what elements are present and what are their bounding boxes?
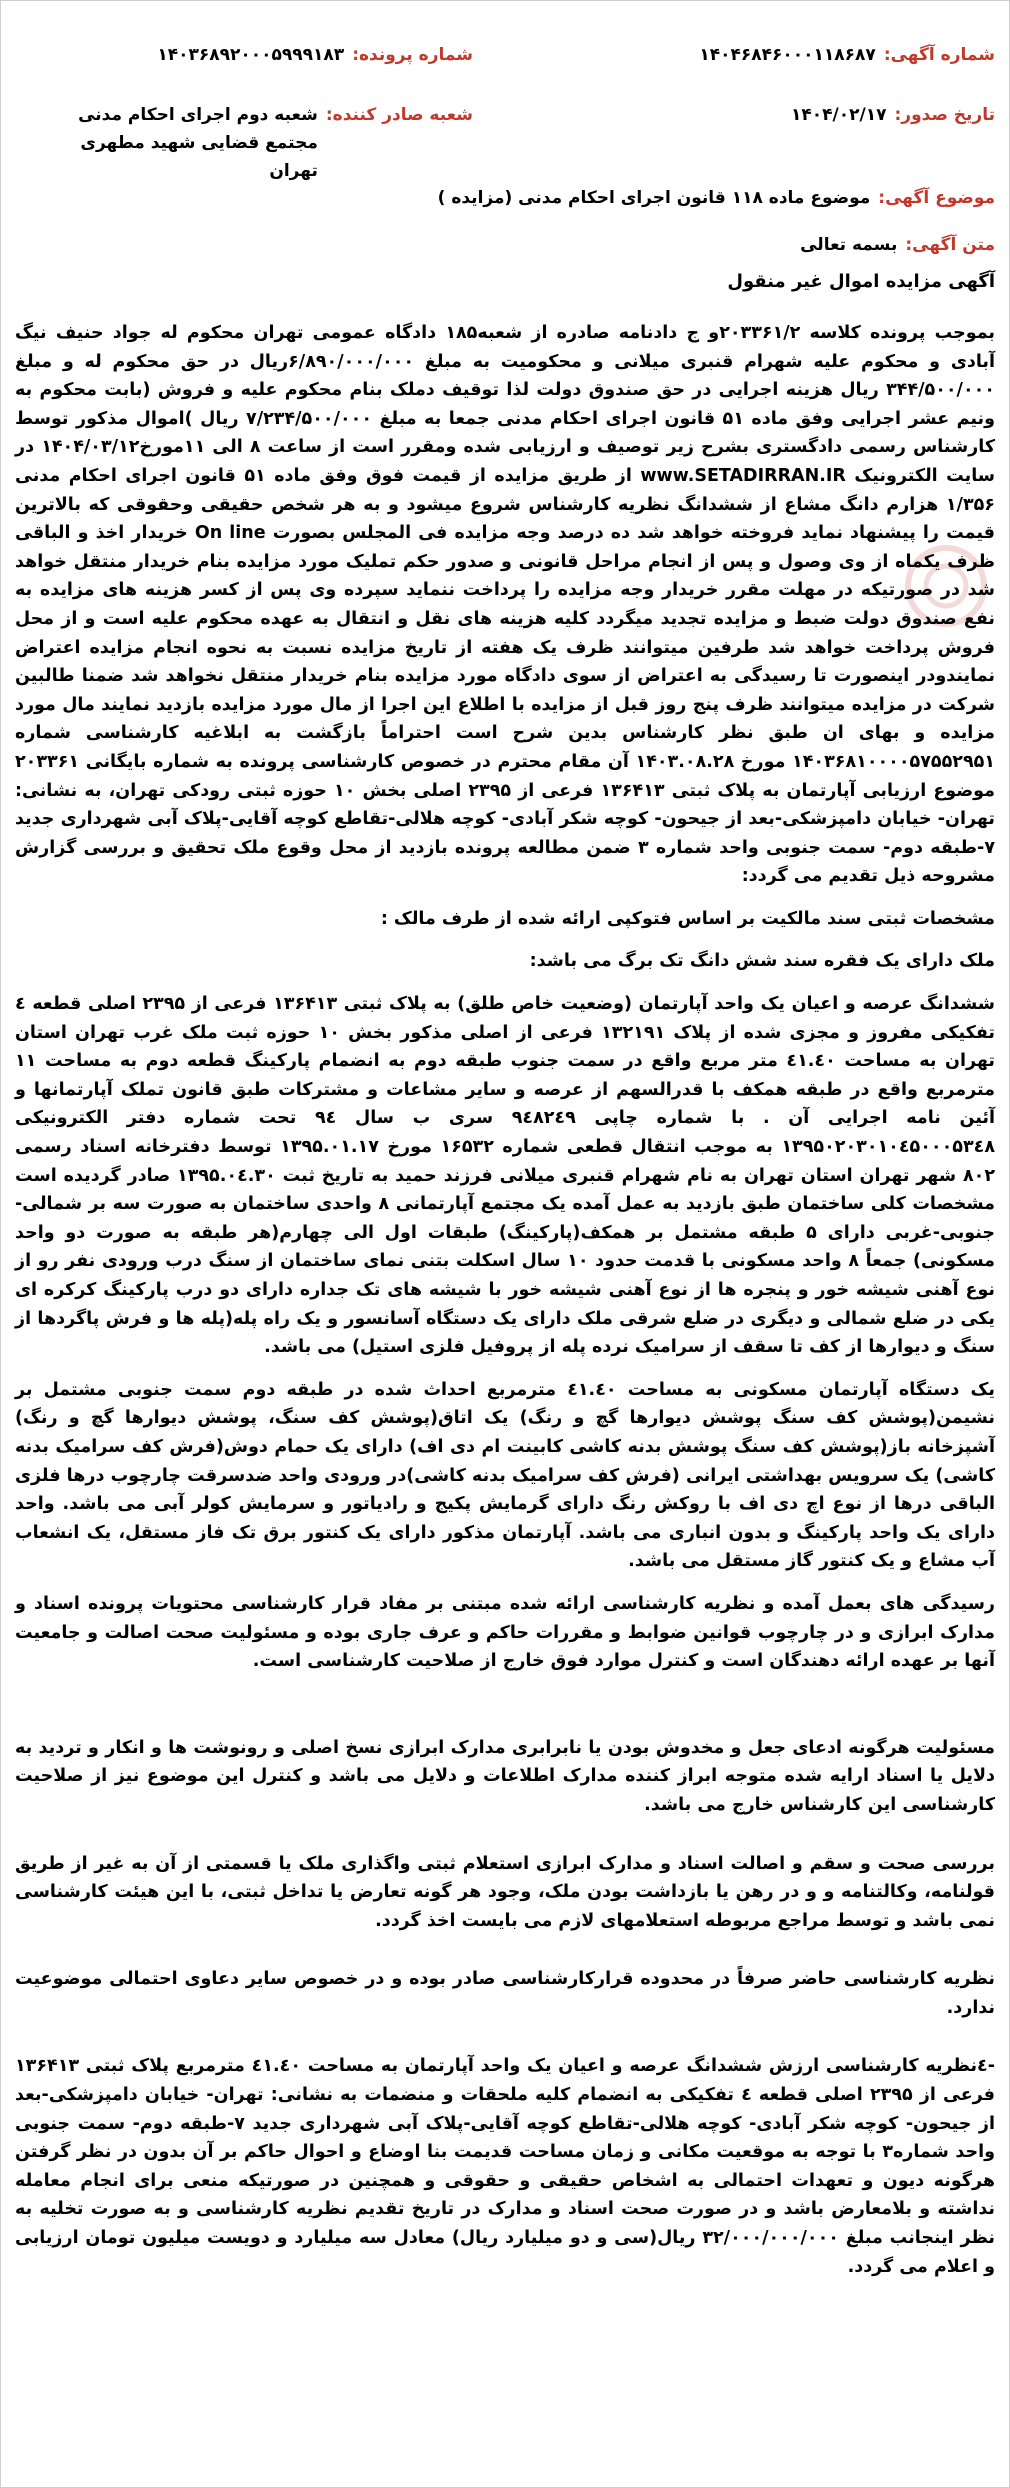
ad-number-row	[699, 41, 995, 69]
subject-row	[438, 184, 995, 212]
paragraph-deed-specs: مشخصات ثبتی سند مالکیت بر اساس فتوکپی ارائه شده از طرف مالک :	[380, 908, 995, 929]
issue-date-value: ۱۴۰۴/۰۲/۱۷	[791, 105, 887, 125]
branch-value: شعبه دوم اجرای احکام مدنی مجتمع قضایی شهید مطهری تهران	[78, 105, 318, 181]
paragraph-review-basis: رسیدگی های بعمل آمده و نظریه کارشناسی ارائه شده مبتنی بر مفاد قرار کارشناسی محتویات پرونده اسناد و مدارک ابرازی و در چارچوب قوانین ضوابط و مقررات حاکم و عرف جاری بوده و مسئولیت صحت اصالت و جامعیت آنها بر عهده ارائه دهندگان است و کنترل موارد فوق خارج از صلاحیت کارشناسی است.	[15, 1593, 995, 1672]
auction-heading: آگهی مزایده اموال غیر منقول	[727, 271, 995, 292]
issue-date-row	[791, 101, 995, 129]
file-number-label: شماره پرونده:	[352, 45, 473, 65]
paragraph-property-details: ششدانگ عرصه و اعیان یک واحد آپارتمان (وضعیت خاص طلق) به پلاک ثبتی ۱۳۶۴۱۳ فرعی از ۲۳۹۵ اصلی قطعه ٤ تفکیکی مفروز و مجزی شده از پلاک ۱۳۲۱۹۱ فرعی از اصلی مذکور بخش ۱۰ حوزه ثبت ملک غرب تهران استان تهران به مساحت ٤۱.٤۰ متر مربع واقع در سمت جنوب طبقه دوم به انضمام پارکینگ قطعه دوم به مساحت ۱۱ مترمربع واقع در طبقه همکف با قدرالسهم از عرصه و سایر مشاعات و مشترکات طبق قانون تملک آپارتمانها و آئین نامه اجرایی آن . با شماره چاپی ۹٤۸۲٤۹ سری ب سال ۹٤ تحت شماره دفتر الکترونیکی ۱۳۹۵۰۲۰۳۰۱۰٤۵۰۰۰۵۳٤۸ به موجب انتقال قطعی شماره ۱۶۵۳۲ مورخ ۱۳۹۵.۰۱.۱۷ توسط دفترخانه اسناد رسمی ۸۰۲ شهر تهران استان تهران به نام شهرام قنبری میلانی فرزند حمید به تاریخ ثبت ۱۳۹۵.۰٤.۳۰ صادر گردیده است مشخصات کلی ساختمان طبق بازدید به عمل آمده یک مجتمع آپارتمانی ۸ واحدی ساختمان به صورت سه بر شمالی-جنوبی-غربی دارای ۵ طبقه مشتمل بر همکف(پارکینگ) طبقات اول الی چهارم(هر طبقه به صورت دو واحد مسکونی) جمعاً ۸ واحد مسکونی با قدمت حدود ۱۰ سال اسکلت بتنی نمای ساختمان از سنگ درب ورودی نفر رو از نوع آهنی شیشه خور و پنجره ها از نوع آهنی شیشه خور با شیشه های تک جداره دارای دو درب پارکینگ کرکره ای یکی در ضلع شمالی و دیگری در ضلع شرقی ملک دارای یک دستگاه آسانسور و یک راه پله(پله ها و فرش پاگردها از سنگ و دیوارها از کف تا سقف از سرامیک نرده پله از پروفیل فلزی استیل) می باشد.	[15, 994, 996, 1358]
branch-row	[18, 101, 473, 185]
branch-label: شعبه صادر کننده:	[325, 105, 473, 125]
ad-body	[15, 319, 995, 2281]
paragraph-announcement: بموجب پرونده کلاسه ۲۰۳۳۶۱/۲و ج دادنامه صادره از شعبه۱۸۵ دادگاه عمومی تهران محکوم له جواد حنیف نیگ آبادی و محکوم علیه شهرام قنبری میلانی و محکومیت به مبلغ ۶/۸۹۰/۰۰۰/۰۰۰ریال در حق محکوم له و مبلغ ۳۴۴/۵۰۰/۰۰۰ ریال هزینه اجرایی در حق صندوق دولت لذا توقیف دملک بنام محکوم علیه و فروش (بابت محکوم به ونیم عشر اجرایی وفق ماده ۵۱ قانون اجرای احکام مدنی جمعا به مبلغ ۷/۲۳۴/۵۰۰/۰۰۰ ریال )اموال مذکور توسط کارشناس رسمی دادگستری بشرح زیر توصیف و ارزیابی شده ومقرر است از ساعت ۸ الی ۱۱مورخ۱۴۰۴/۰۳/۱۲ در سایت الکترونیک www.SETADIRRAN.IR از طریق مزایده از قیمت فوق وفق ماده ۵۱ قانون اجرای احکام مدنی ۱/۳۵۶ هزارم دانگ مشاع از ششدانگ نظریه کارشناس شروع میشود و به هر شخص حقیقی وحقوقی که بالاترین قیمت را پیشنهاد نماید فروخته خواهد شد ده درصد وجه مزایده فی المجلس بصورت On line خریدار اخذ و الباقی ظرف یکماه از وی وصول و پس از انجام مراحل قانونی و صدور حکم تملیک مورد مزایده بنام خریدار منتقل خواهد شد در صورتیکه در مهلت مقرر خریدار وجه مزایده را پرداخت ننماید سپرده وی پس از کسر هزینه های مزایده به نفع صندوق دولت ضبط و مزایده تجدید میگردد کلیه هزینه های نقل و انتقال به عهده محکوم علیه است و از محل فروش پرداخت خواهد شد طرفین میتوانند ظرف یک هفته از تاریخ مزایده نسبت به نحوه انجام مزایده اعتراض نمایندودر اینصورت تا رسیدگی به اعتراض از سوی دادگاه مورد مزایده بنام خریدار منتقل نخواهد شد ضمنا طالبین شرکت در مزایده میتوانند ظرف پنج روز قبل از مزایده با اطلاع این اجرا از مال مورد مزایده بازدید نمایند مال مورد مزایده و بهای ان طبق نظر کارشناس بدین شرح است احتراماً بازگشت به ابلاغیه کارشناسی شماره ۱۴۰۳۶۸۱۰۰۰۰۵۷۵۵۲۹۵۱ مورخ ۱۴۰۳.۰۸.۲۸ آن مقام محترم در خصوص کارشناسی پرونده به شماره بایگانی ۲۰۳۳۶۱ موضوع ارزیابی آپارتمان به پلاک ثبتی ۱۳۶۴۱۳ فرعی از ۲۳۹۵ اصلی بخش ۱۰ حوزه ثبتی رودکی تهران، به نشانی: تهران- خیابان دامپزشکی-بعد از جیحون- کوچه شکر آبادی- کوچه هلالی-تقاطع کوچه آقایی-پلاک آبی شهرداری جدید ۷-طبقه دوم- سمت جنوبی واحد شماره ۳ ضمن مطالعه پرونده بازدید از محل وقوع ملک تحقیق و بررسی گزارش مشروحه ذیل تقدیم می گردد:	[15, 323, 996, 887]
paragraph-verification: بررسی صحت و سقم و اصالت اسناد و مدارک ابرازی استعلام ثبتی واگذاری ملک یا قسمتی از آن به غیر از طریق قولنامه، وکالتنامه و و در رهن یا بازداشت بودن ملک، وجود هر گونه تعارض یا تداخل ثبتی، با این هیئت کارشناسی نمی باشد و توسط مراجع مربوطه استعلامهای لازم می بایست اخذ گردد.	[15, 1853, 995, 1931]
file-number-value: ۱۴۰۳۶۸۹۲۰۰۰۵۹۹۹۱۸۳	[157, 45, 345, 65]
ad-number-value: ۱۴۰۴۶۸۴۶۰۰۰۱۱۸۶۸۷	[699, 45, 876, 65]
file-number-row	[157, 41, 473, 69]
paragraph-valuation: -٤نظریه کارشناسی ارزش ششدانگ عرصه و اعیان یک واحد آپارتمان به مساحت ٤۱.٤۰ مترمربع پلاک ثبتی ۱۳۶۴۱۳ فرعی از ۲۳۹۵ اصلی قطعه ٤ تفکیکی به انضمام کلیه ملحقات و منضمات به نشانی: تهران- خیابان دامپزشکی-بعد از جیحون- کوچه شکر آبادی- کوچه هلالی-تقاطع کوچه آقایی-پلاک آبی شهرداری جدید ۷-طبقه دوم- سمت جنوبی واحد شماره۳ با توجه به موقعیت مکانی و زمان مساحت قدیمت بنا اوضاع و احوال حاکم بر آن بدون در نظر گرفتن هرگونه دیون و تعهدات احتمالی به اشخاص حقیقی و حقوقی و همچنین در صورتیکه منعی برای انجام معامله نداشته و بلامعارض باشد و در صورت صحت اسناد و مدارک در تاریخ تقدیم نظریه کارشناسی و به صورت تخلیه به نظر اینجانب مبلغ ۳۲/۰۰۰/۰۰۰/۰۰۰ ریال(سی و دو میلیارد ریال) معادل سه میلیارد و دویست میلیون تومان ارزیابی و اعلام می گردد.	[15, 2056, 996, 2277]
subject-value: موضوع ماده ۱۱۸ قانون اجرای احکام مدنی (مزایده )	[437, 188, 871, 208]
paragraph-deed-count: ملک دارای یک فقره سند شش دانگ تک برگ می باشد:	[529, 951, 995, 972]
paragraph-scope: نظریه کارشناسی حاضر صرفاً در محدوده قرارکارشناسی صادر بوده و در خصوص سایر دعاوی احتمالی موضوعیت ندارد.	[15, 1969, 995, 2018]
ad-number-label: شماره آگهی:	[883, 45, 995, 65]
ad-text-label: متن آگهی:	[905, 235, 995, 255]
paragraph-apartment-details: یک دستگاه آپارتمان مسکونی به مساحت ٤۱.٤۰ مترمربع احداث شده در طبقه دوم سمت جنوبی مشتمل بر نشیمن(پوشش کف سنگ پوشش دیوارها گچ و رنگ) یک اتاق(پوشش کف سنگ، پوشش دیوارها گچ و رنگ) آشپزخانه باز(پوشش کف سنگ پوشش بدنه کاشی کابینت ام دی اف) دارای یک حمام دوش(فرش کف سرامیک بدنه کاشی) یک سرویس بهداشتی ایرانی (فرش کف سرامیک بدنه کاشی)در ورودی واحد ضدسرقت چارچوب درها فلزی الباقی درها از نوع اچ دی اف با روکش رنگ دارای گرمایش پکیج و رادیاتور و سرمایش کولر آبی می باشد. واحد دارای یک واحد پارکینگ و بدون انباری می باشد. آپارتمان مذکور دارای یک کنتور برق تک فاز مستقل، یک انشعاب آب مشاع و یک کنتور گاز مستقل می باشد.	[15, 1379, 995, 1572]
paragraph-liability: مسئولیت هرگونه ادعای جعل و مخدوش بودن یا نابرابری مدارک ابرازی نسخ اصلی و رونوشت ها و انکار و تردید به دلایل یا اسناد ارایه شده متوجه ابراز کننده مدارک اطلاعات و دلایل می باشد و کنترل این موضوع نیز از صلاحیت کارشناسی این کارشناس خارج می باشد.	[15, 1737, 995, 1815]
ad-text-intro: بسمه تعالی	[800, 235, 898, 255]
ad-text-row	[800, 231, 995, 259]
issue-date-label: تاریخ صدور:	[894, 105, 995, 125]
subject-label: موضوع آگهی:	[878, 188, 995, 208]
